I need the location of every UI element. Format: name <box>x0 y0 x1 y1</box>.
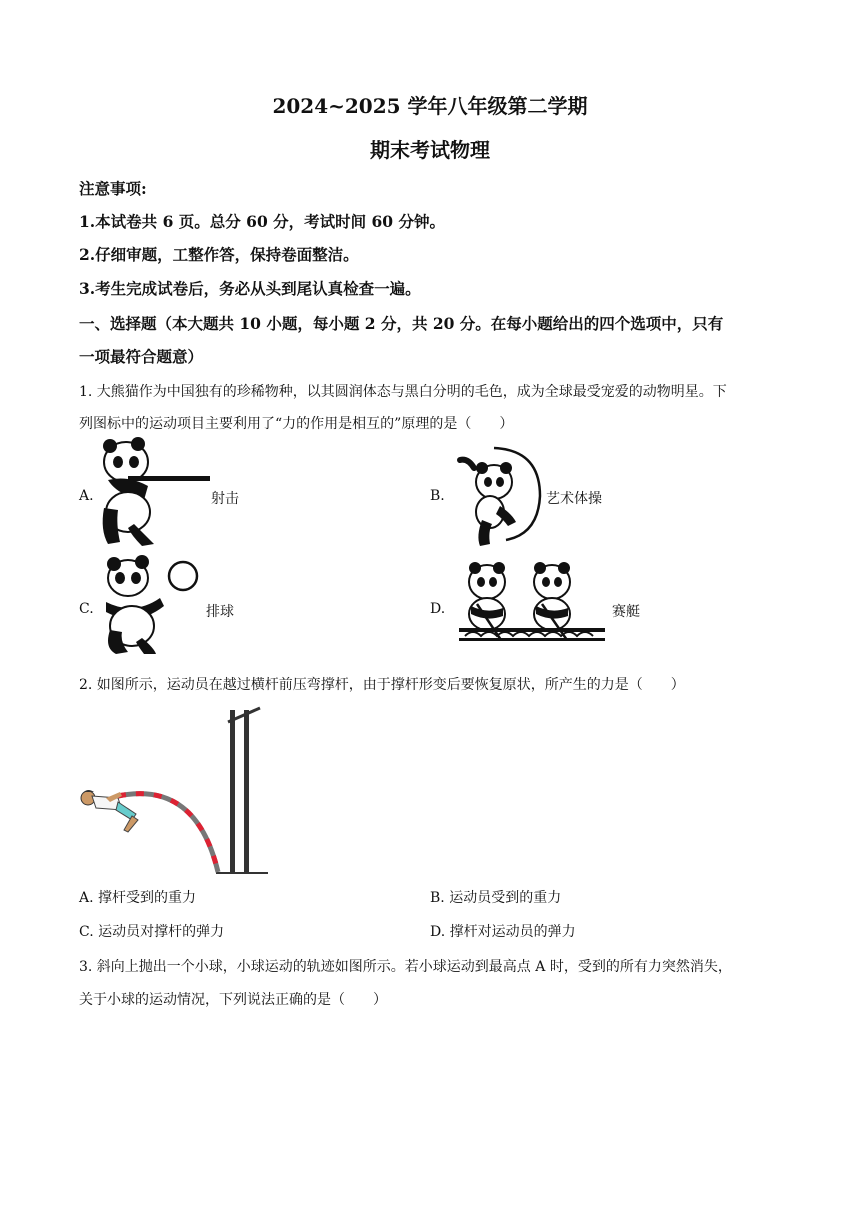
q2-option-a[interactable]: A. 撑杆受到的重力 <box>79 890 197 906</box>
question-3-line2: 关于小球的运动情况，下列说法正确的是（ ） <box>79 992 387 1008</box>
panda-rowing-icon <box>457 562 607 644</box>
notice-item-2: 2.仔细审题，工整作答，保持卷面整洁。 <box>79 245 359 264</box>
panda-volleyball-icon <box>98 558 202 656</box>
q2-option-c[interactable]: C. 运动员对撑杆的弹力 <box>79 924 225 940</box>
section-heading-line1: 一、选择题（本大题共 10 小题，每小题 2 分，共 20 分。在每小题给出的四个选项中，只有 <box>79 314 724 333</box>
q1-option-a-label: 射击 <box>211 491 239 507</box>
q1-option-b-letter[interactable]: B. <box>430 488 445 504</box>
q2-option-b[interactable]: B. 运动员受到的重力 <box>430 890 562 906</box>
q1-option-d-label: 赛艇 <box>612 604 640 620</box>
notice-heading: 注意事项: <box>79 179 147 198</box>
q1-option-b-label: 艺术体操 <box>546 491 602 507</box>
question-3-line1: 3. 斜向上抛出一个小球，小球运动的轨迹如图所示。若小球运动到最高点 A 时，受到的所有力突然消失， <box>79 959 732 975</box>
q2-option-d[interactable]: D. 撑杆对运动员的弹力 <box>430 924 576 940</box>
q1-option-a-letter[interactable]: A. <box>79 488 94 504</box>
notice-item-1: 1.本试卷共 6 页。总分 60 分，考试时间 60 分钟。 <box>79 212 445 231</box>
panda-shooting-icon <box>98 440 213 548</box>
section-heading-line2: 一项最符合题意） <box>79 347 204 366</box>
page-subtitle: 期末考试物理 <box>370 138 490 162</box>
question-2-line1: 2. 如图所示，运动员在越过横杆前压弯撑杆，由于撑杆形变后要恢复原状，所产生的力是（ ） <box>79 677 685 693</box>
q1-option-c-letter[interactable]: C. <box>79 601 94 617</box>
q1-option-c-label: 排球 <box>206 604 234 620</box>
notice-item-3: 3.考生完成试卷后，务必从头到尾认真检查一遍。 <box>79 279 421 298</box>
q1-option-d-letter[interactable]: D. <box>430 601 446 617</box>
question-1-line2: 列图标中的运动项目主要利用了“力的作用是相互的”原理的是（ ） <box>79 416 514 432</box>
pole-vault-figure <box>78 702 268 874</box>
panda-gymnastics-icon <box>454 444 544 548</box>
page-title: 2024~2025 学年八年级第二学期 <box>272 94 588 118</box>
question-1-line1: 1. 大熊猫作为中国独有的珍稀物种，以其圆润体态与黑白分明的毛色，成为全球最受宠爱的动物明星。下 <box>79 384 727 400</box>
